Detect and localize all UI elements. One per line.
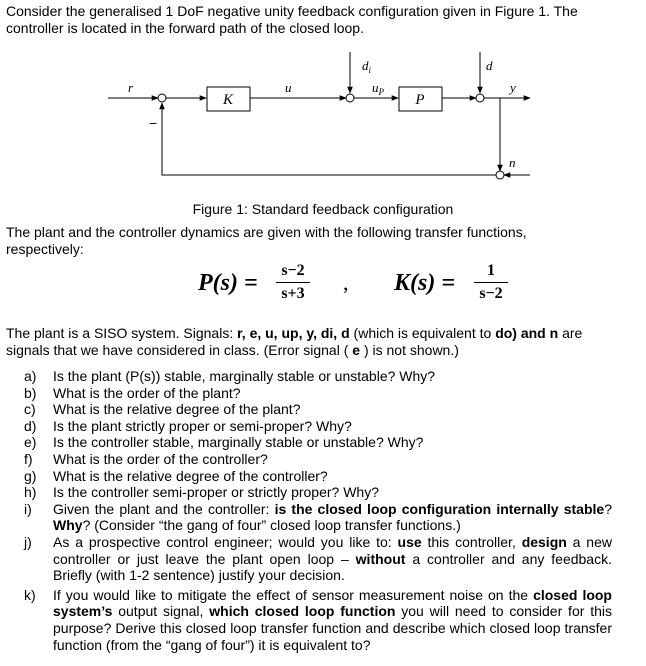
question-j [0,534,612,584]
summing-junction-1 [158,94,166,102]
question-text: Is the plant (P(s)) stable, marginally stable or unstable? Why? [53,368,436,384]
controller-transfer-function [394,262,524,314]
question-text: a controller and any feedback. Briefly (with 1-2 sentence) justify your decision. [53,550,612,584]
question-label: h) [24,484,37,501]
question-k [0,587,612,653]
figure-caption: Figure 1: Standard feedback configuration [192,201,454,217]
question-bold: use [397,533,422,550]
question-text: If you would like to mitigate the effect of sensor measurement noise on the [53,586,534,603]
question-text: What is the order of the plant? [53,384,241,401]
question-i [0,501,612,534]
question-h [0,484,612,501]
question-e [0,434,612,451]
signal-d-label: d [486,58,493,73]
signals-bold-1: r, e, u, up, y, di, d [237,325,350,341]
intro-line-2: controller is located in the forward path of the closed loop. [6,20,364,36]
signals-text-2: (which is equivalent to [349,325,496,341]
feedback-minus-sign: − [149,115,158,131]
questions-list [0,368,612,653]
question-label: c) [24,401,36,418]
question-label: d) [24,417,37,434]
block-k-label: K [222,92,234,108]
question-bold: without [355,550,406,567]
question-label: g) [24,467,37,484]
plant-intro-line-1: The plant and the controller dynamics are given with the following transfer functions, [6,224,527,240]
question-text: output signal, [112,603,210,620]
question-label: i) [24,500,32,517]
signal-di-label: $d_i$ [362,58,372,75]
question-text: Is the controller stable, marginally stable or unstable? Why? [53,434,424,451]
signals-text-4: signals that we have considered in class. (Error signal ( [6,342,353,358]
signals-bold-2: do) and n [495,325,559,341]
question-text: What is the order of the controller? [53,450,268,467]
controller-fraction-bar [474,282,508,283]
question-text: this controller, [421,533,522,550]
signals-text-5: ) is not shown.) [360,342,459,358]
plant-transfer-function [198,262,348,314]
question-label: a) [24,368,37,384]
plant-intro-paragraph [6,224,614,258]
signal-r-label: r [128,80,134,95]
question-label: j) [24,533,32,550]
question-text: ? (Consider “the gang of four” closed loop transfer functions.) [82,517,461,534]
question-text: a new controller or just leave the plant open loop – [53,533,612,567]
signal-y-label: y [510,80,516,95]
intro-line-1: Consider the generalised 1 DoF negative unity feedback configuration given in Figure 1. The [6,3,578,19]
summing-junction-3 [476,94,484,102]
signals-text-1: The plant is a SISO system. Signals: [6,325,238,341]
question-bold: is the closed loop configuration internally stable [274,500,605,517]
summing-junction-noise [496,171,504,179]
signals-paragraph [6,325,614,359]
plant-formula-lhs: P(s) = [198,270,258,296]
question-g [0,468,612,485]
question-b [0,385,612,402]
question-c [0,401,612,418]
question-f [0,451,612,468]
question-d [0,418,612,435]
block-p-label: P [415,92,425,108]
summing-junction-2 [346,94,354,102]
feedback-block-diagram [0,0,646,200]
plant-fraction-bar [276,282,310,283]
question-label: k) [24,586,36,603]
question-label: f) [24,450,33,467]
question-bold: closed loop system’s [53,586,612,620]
signal-u-label: u [285,80,292,95]
question-label: e) [24,434,37,451]
controller-denominator: s−2 [479,285,503,302]
formula-separator: , [343,270,349,295]
question-bold: which closed loop function [209,603,396,620]
plant-numerator: s−2 [281,262,305,279]
question-text: What is the relative degree of the plant? [53,401,301,418]
controller-formula-lhs: K(s) = [394,270,456,296]
question-a [0,368,612,385]
question-text: Given the plant and the controller: [53,500,275,517]
feedback-path-line [162,103,496,175]
question-text: As a prospective control engineer; would you like to: [53,533,398,550]
question-text: What is the relative degree of the controller? [53,467,328,484]
question-bold: design [521,533,567,550]
signals-bold-3: e [352,342,361,358]
signal-n-label: n [509,155,516,170]
question-text: you will need to consider for this purpose? Derive this closed loop transfer function and describe which closed loop transfer function (from the “gang of four”) it is equivalent to? [53,603,612,653]
plant-intro-line-2: respectively: [6,241,84,257]
question-text: Is the plant strictly proper or semi-proper? Why? [53,417,352,434]
plant-denominator: s+3 [281,285,305,302]
question-label: b) [24,384,37,401]
question-bold: Why [53,517,83,534]
signals-text-3: are [558,325,583,341]
signal-up-label: $u_P$ [372,80,384,97]
question-text: ? [604,500,612,517]
controller-numerator: 1 [487,262,495,279]
question-text: Is the controller semi-proper or strictly proper? Why? [53,484,379,501]
plant-fraction [276,262,310,303]
controller-fraction [474,262,508,303]
